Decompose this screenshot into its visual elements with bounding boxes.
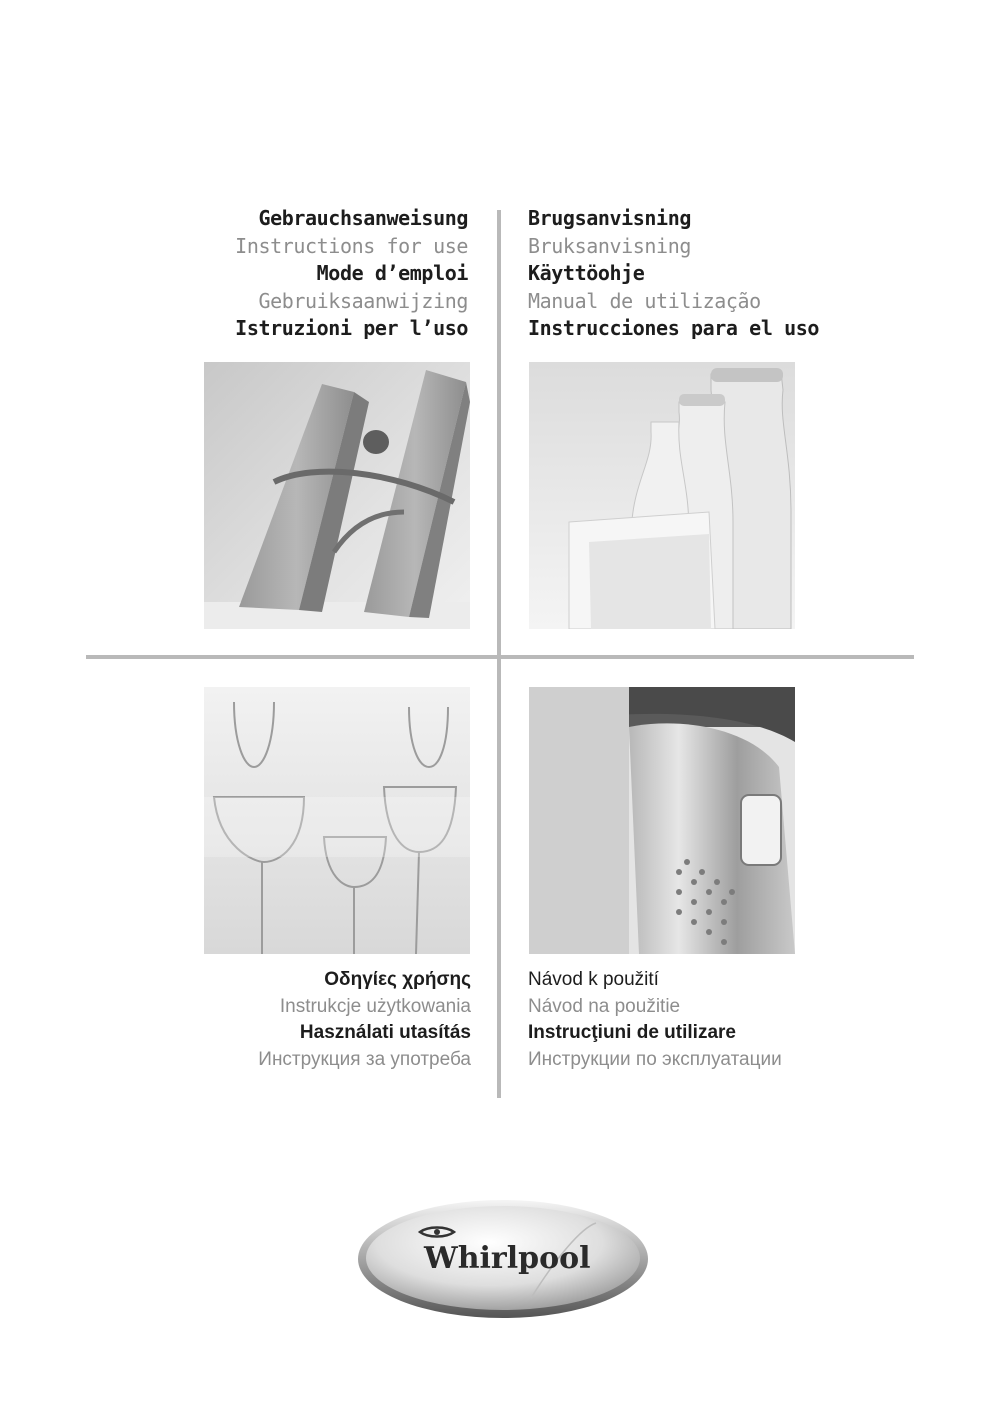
photo-milk-bottles (529, 362, 795, 629)
photo-wine-glasses (204, 687, 470, 954)
title-hu: Használati utasítás (299, 1022, 471, 1043)
title-de: Gebrauchsanweisung (258, 206, 468, 230)
photo-clothespins (204, 362, 470, 629)
whirlpool-logo (356, 1198, 650, 1320)
title-sk: Návod na použitie (528, 995, 681, 1017)
horizontal-divider (86, 655, 914, 659)
title-pt: Manual de utilização (528, 288, 761, 313)
title-it: Istruzioni per l’uso (235, 316, 468, 340)
title-bg: Инструкция за употреба (258, 1048, 471, 1070)
title-en: Instructions for use (235, 233, 468, 258)
vertical-divider (497, 210, 501, 1098)
title-ru: Инструкции по эксплуатации (528, 1048, 782, 1070)
title-group-bottom-left (258, 967, 471, 1073)
logo-wordmark: Whirlpool (424, 1241, 591, 1276)
title-no-sv: Bruksanvisning (528, 233, 691, 258)
title-fr: Mode d’emploi (316, 261, 468, 285)
photo-steel-basket (529, 687, 795, 954)
title-group-top-left (235, 205, 468, 343)
title-da: Brugsanvisning (528, 206, 691, 230)
title-pl: Instrukcje użytkowania (279, 995, 471, 1017)
title-fi: Käyttöohje (528, 261, 645, 285)
title-nl: Gebruiksaanwijzing (258, 288, 468, 313)
title-cs: Návod k použití (528, 969, 659, 990)
title-group-top-right (528, 205, 819, 343)
title-ro: Instrucţiuni de utilizare (528, 1022, 736, 1043)
title-group-bottom-right (528, 967, 782, 1073)
title-el: Οδηγίες χρήσης (324, 969, 471, 990)
title-es: Instrucciones para el uso (528, 316, 820, 340)
